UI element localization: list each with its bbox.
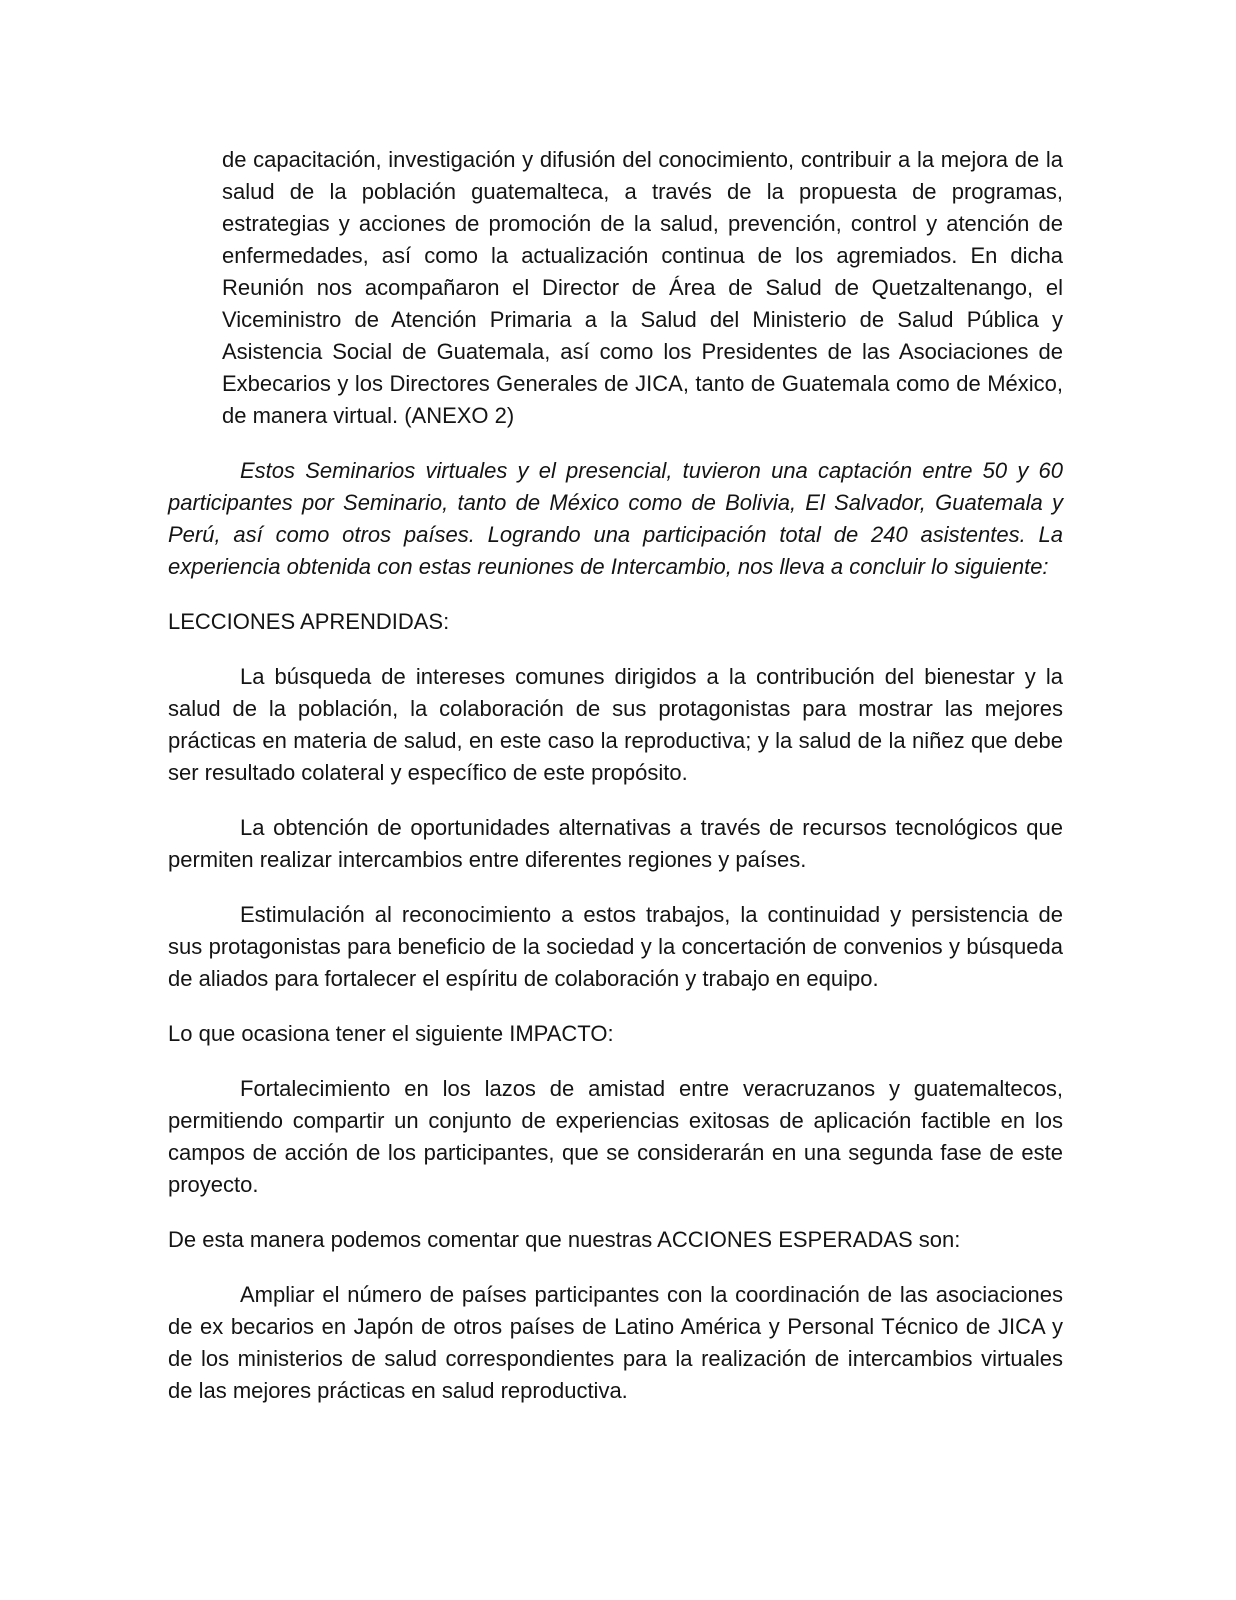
paragraph-fortalecimiento-lazos: Fortalecimiento en los lazos de amistad entre veracruzanos y guatemaltecos, permitiendo compartir un conjunto de experiencias exitosas de aplicación factible en los campos de acción de los participantes, que se considerarán en una segunda fase de este proyecto. [168, 1076, 1063, 1197]
paragraph-ampliar-paises: Ampliar el número de países participantes con la coordinación de las asociaciones de ex becarios en Japón de otros países de Latino América y Personal Técnico de JICA y de los ministerios de salud correspondientes para la realización de intercambios virtuales de las mejores prácticas en salud reproductiva. [168, 1282, 1063, 1403]
lead-in-impacto: Lo que ocasiona tener el siguiente IMPACTO: [168, 1021, 614, 1046]
paragraph-estimulacion-reconocimiento: Estimulación al reconocimiento a estos trabajos, la continuidad y persistencia de sus protagonistas para beneficio de la sociedad y la concertación de convenios y búsqueda de aliados para fortalecer el espíritu de colaboración y trabajo en equipo. [168, 902, 1063, 991]
paragraph-capacitacion-continuation: de capacitación, investigación y difusión del conocimiento, contribuir a la mejora de la salud de la población guatemalteca, a través de la propuesta de programas, estrategias y acciones de promoción de la salud, prevención, control y atención de enfermedades, así como la actualización continua de los agremiados. En dicha Reunión nos acompañaron el Director de Área de Salud de Quetzaltenango, el Viceministro de Atención Primaria a la Salud del Ministerio de Salud Pública y Asistencia Social de Guatemala, así como los Presidentes de las Asociaciones de Exbecarios y los Directores Generales de JICA, tanto de Guatemala como de México, de manera virtual. (ANEXO 2) [222, 147, 1063, 428]
paragraph-seminarios-virtuales: Estos Seminarios virtuales y el presencial, tuvieron una captación entre 50 y 60 participantes por Seminario, tanto de México como de Bolivia, El Salvador, Guatemala y Perú, así como otros países. Logrando una participación total de 240 asistentes. La experiencia obtenida con estas reuniones de Intercambio, nos lleva a concluir lo siguiente: [168, 458, 1063, 579]
paragraph-obtencion-oportunidades: La obtención de oportunidades alternativas a través de recursos tecnológicos que permiten realizar intercambios entre diferentes regiones y países. [168, 815, 1063, 872]
heading-lecciones-aprendidas: LECCIONES APRENDIDAS: [168, 609, 450, 634]
lead-in-acciones-esperadas: De esta manera podemos comentar que nuestras ACCIONES ESPERADAS son: [168, 1227, 961, 1252]
paragraph-busqueda-intereses: La búsqueda de intereses comunes dirigidos a la contribución del bienestar y la salud de la población, la colaboración de sus protagonistas para mostrar las mejores prácticas en materia de salud, en este caso la reproductiva; y la salud de la niñez que debe ser resultado colateral y específico de este propósito. [168, 664, 1063, 785]
